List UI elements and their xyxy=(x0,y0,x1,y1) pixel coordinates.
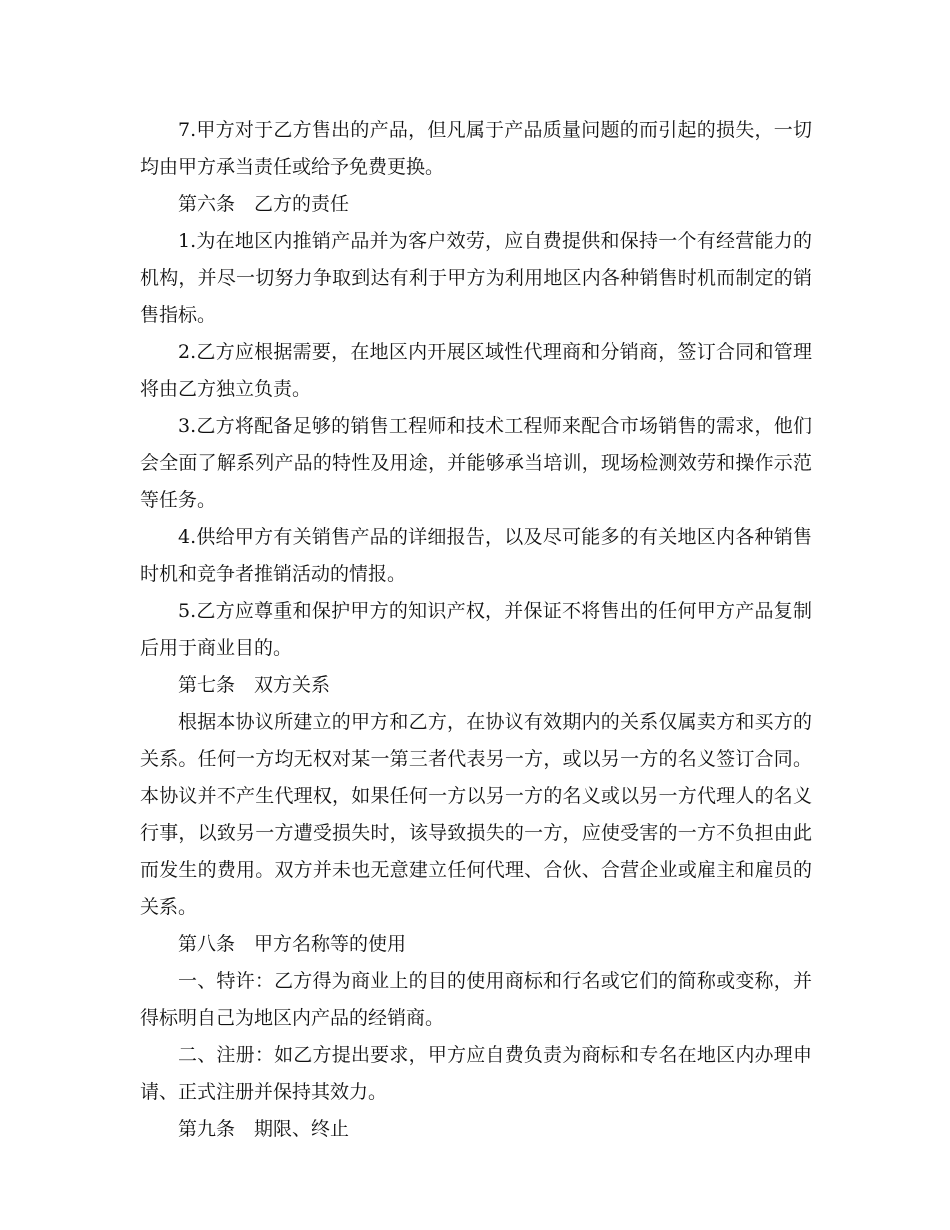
document-page xyxy=(140,112,812,1148)
article-6-item-5: 5.乙方应尊重和保护甲方的知识产权，并保证不将售出的任何甲方产品复制后用于商业目的。 xyxy=(140,600,812,659)
article-8-heading: 第八条 甲方名称等的使用 xyxy=(178,933,407,955)
article-6-item-3: 3.乙方将配备足够的销售工程师和技术工程师来配合市场销售的需求，他们会全面了解系列产品的特性及用途，并能够承当培训，现场检测效劳和操作示范等任务。 xyxy=(140,415,812,511)
article-6-item-1: 1.为在地区内推销产品并为客户效劳，应自费提供和保持一个有经营能力的机构，并尽一切努力争取到达有利于甲方为利用地区内各种销售时机而制定的销售指标。 xyxy=(140,230,812,326)
article-8-item-license: 一、特许：乙方得为商业上的目的使用商标和行名或它们的简称或变称，并得标明自己为地区内产品的经销商。 xyxy=(140,970,812,1029)
article-9-heading: 第九条 期限、终止 xyxy=(178,1118,350,1140)
article-6-heading: 第六条 乙方的责任 xyxy=(178,193,350,215)
article-8-item-registration: 二、注册：如乙方提出要求，甲方应自费负责为商标和专名在地区内办理申请、正式注册并保持其效力。 xyxy=(140,1044,812,1103)
article-6-item-2: 2.乙方应根据需要，在地区内开展区域性代理商和分销商，签订合同和管理将由乙方独立负责。 xyxy=(140,341,812,400)
article-6-item-4: 4.供给甲方有关销售产品的详细报告，以及尽可能多的有关地区内各种销售时机和竞争者推销活动的情报。 xyxy=(140,526,812,585)
article-7-body: 根据本协议所建立的甲方和乙方，在协议有效期内的关系仅属卖方和买方的关系。任何一方均无权对某一第三者代表另一方，或以另一方的名义签订合同。本协议并不产生代理权，如果任何一方以另一方的名义或以另一方代理人的名义行事，以致另一方遭受损失时，该导致损失的一方，应使受害的一方不负担由此而发生的费用。双方并未也无意建立任何代理、合伙、合营企业或雇主和雇员的关系。 xyxy=(140,711,812,918)
article-7-heading: 第七条 双方关系 xyxy=(178,674,331,696)
clause-5-item-7: 7.甲方对于乙方售出的产品，但凡属于产品质量问题的而引起的损失，一切均由甲方承当责任或给予免费更换。 xyxy=(140,119,812,178)
